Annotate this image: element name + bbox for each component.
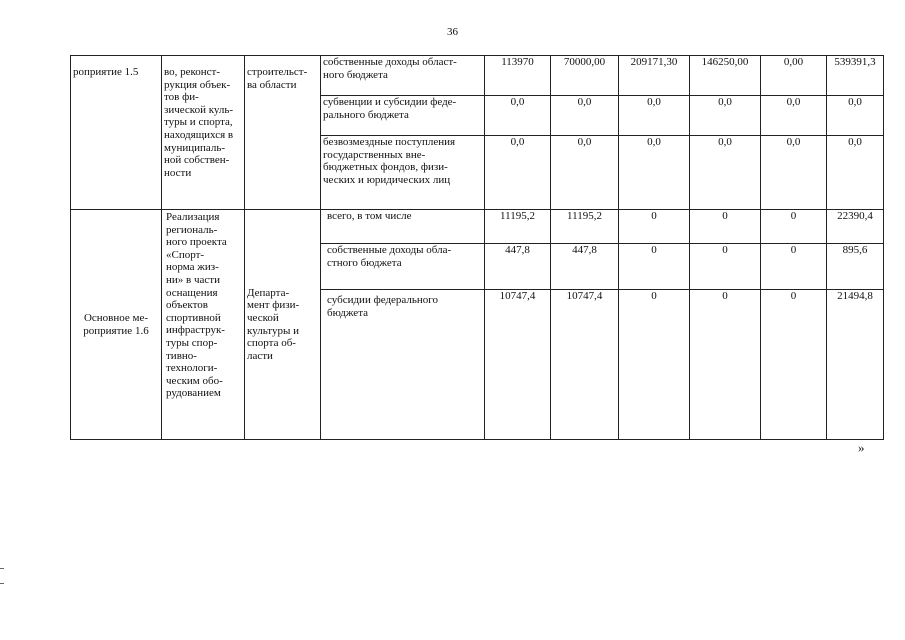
table-row xyxy=(71,56,884,96)
value-cell: 539391,3 xyxy=(827,56,884,96)
value-cell: 70000,00 xyxy=(551,56,619,96)
value-cell: 0,0 xyxy=(761,96,827,136)
value-cell: 0 xyxy=(761,244,827,290)
margin-tick xyxy=(0,583,4,584)
value-cell: 895,6 xyxy=(827,244,884,290)
page-number: 36 xyxy=(447,26,458,38)
value-cell: 0,0 xyxy=(827,96,884,136)
value-cell: 0,0 xyxy=(690,96,761,136)
budget-table xyxy=(70,55,884,440)
value-cell: 10747,4 xyxy=(485,290,551,440)
value-cell: 0,0 xyxy=(619,96,690,136)
value-cell: 11195,2 xyxy=(485,210,551,244)
value-cell: 0,00 xyxy=(761,56,827,96)
value-cell: 0 xyxy=(619,244,690,290)
value-cell: 0,0 xyxy=(551,96,619,136)
measure-cell: Основное ме- роприятие 1.6 xyxy=(71,210,162,440)
value-cell: 0,0 xyxy=(619,136,690,210)
value-cell: 0 xyxy=(761,290,827,440)
value-cell: 113970 xyxy=(485,56,551,96)
funding-source-cell: всего, в том числе xyxy=(321,210,485,244)
value-cell: 22390,4 xyxy=(827,210,884,244)
value-cell: 447,8 xyxy=(485,244,551,290)
margin-tick xyxy=(0,568,4,569)
funding-source-cell: субсидии федерального бюджета xyxy=(321,290,485,440)
measure-title-cell: Реализация региональ- ного проекта «Спорт- норма жиз- ни» в части оснащения объектов спортивной инфраструк- туры спор- тивно- технологи- ческим обо- рудованием xyxy=(162,210,245,440)
value-cell: 0 xyxy=(690,244,761,290)
value-cell: 146250,00 xyxy=(690,56,761,96)
value-cell: 0 xyxy=(619,290,690,440)
value-cell: 447,8 xyxy=(551,244,619,290)
value-cell: 0,0 xyxy=(690,136,761,210)
measure-title-cell: во, реконст- рукция объек- тов фи- зической куль- туры и спорта, находящихся в муниципаль- ной собствен- ности xyxy=(162,56,245,210)
value-cell: 11195,2 xyxy=(551,210,619,244)
funding-source-cell: безвозмездные поступления государственных вне- бюджетных фондов, физи- ческих и юридических лиц xyxy=(321,136,485,210)
funding-source-cell: субвенции и субсидии феде- рального бюджета xyxy=(321,96,485,136)
value-cell: 0,0 xyxy=(551,136,619,210)
value-cell: 0,0 xyxy=(827,136,884,210)
measure-cell: роприятие 1.5 xyxy=(71,56,162,210)
value-cell: 0 xyxy=(690,290,761,440)
funding-source-cell: собственные доходы област- ного бюджета xyxy=(321,56,485,96)
value-cell: 0,0 xyxy=(761,136,827,210)
value-cell: 0 xyxy=(690,210,761,244)
executor-cell: Департа- мент физи- ческой культуры и спорта об- ласти xyxy=(245,210,321,440)
value-cell: 21494,8 xyxy=(827,290,884,440)
value-cell: 0,0 xyxy=(485,96,551,136)
value-cell: 0,0 xyxy=(485,136,551,210)
funding-source-cell: собственные доходы обла- стного бюджета xyxy=(321,244,485,290)
executor-cell: строительст- ва области xyxy=(245,56,321,210)
table-row xyxy=(71,210,884,244)
value-cell: 0 xyxy=(619,210,690,244)
value-cell: 10747,4 xyxy=(551,290,619,440)
value-cell: 209171,30 xyxy=(619,56,690,96)
value-cell: 0 xyxy=(761,210,827,244)
closing-quote-mark: » xyxy=(858,440,865,455)
